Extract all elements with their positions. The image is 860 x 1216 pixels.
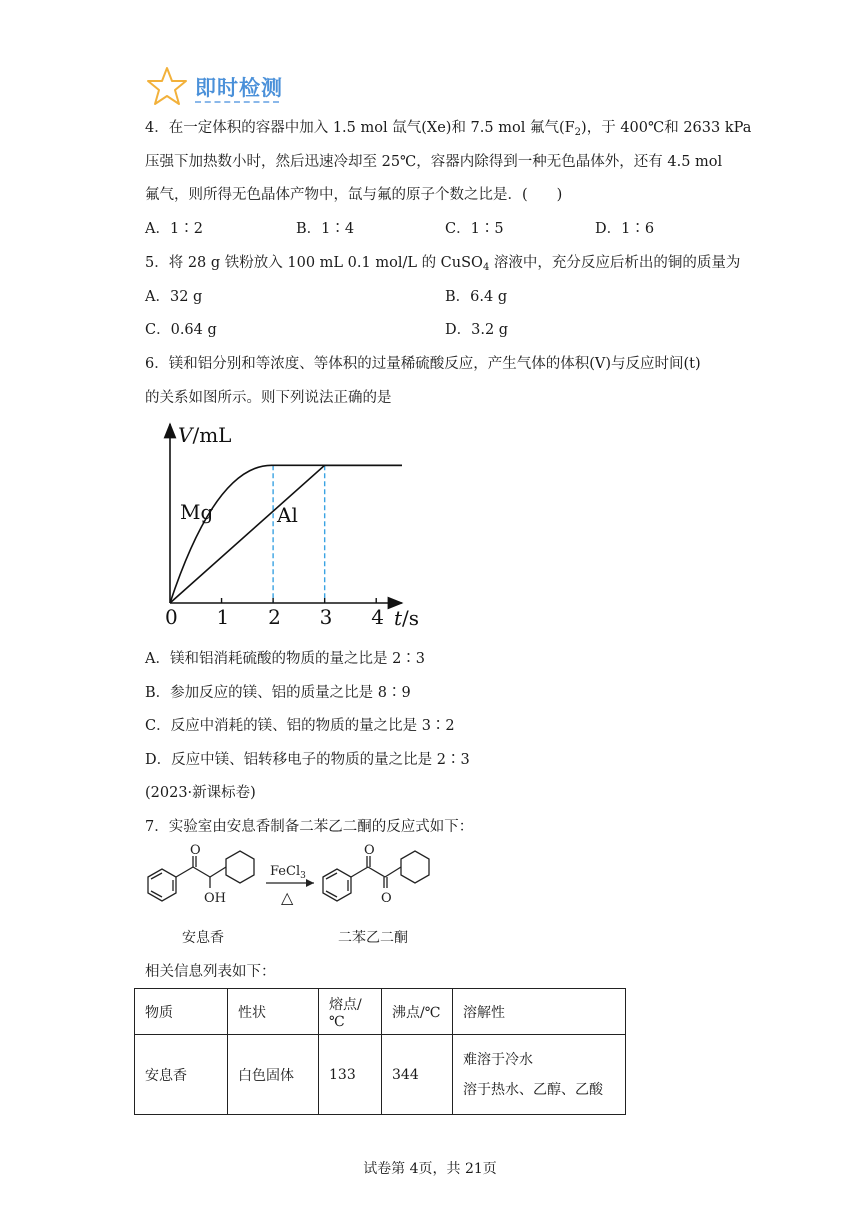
product-o2-label: O	[381, 891, 392, 906]
q4-option-c: C．1∶5	[445, 221, 504, 237]
table-cell: 344	[382, 1035, 453, 1115]
x-axis-label: t/s	[394, 606, 420, 630]
solubility-line: 难溶于冷水	[463, 1051, 533, 1068]
q4-option-a: A．1∶2	[145, 221, 203, 237]
q6-line1: 6．镁和铝分别和等浓度、等体积的过量稀硫酸反应，产生气体的体积(V)与反应时间(t)	[145, 356, 701, 372]
q6-option-c: C．反应中消耗的镁、铝的物质的量之比是 3∶2	[145, 718, 455, 734]
q6-line2: 的关系如图所示。则下列说法正确的是	[145, 390, 392, 406]
table-header-cell: 性状	[228, 989, 319, 1035]
x-tick-label: 4	[371, 605, 384, 629]
x-tick-label: 0	[165, 605, 178, 629]
table-header-cell: 溶解性	[453, 989, 626, 1035]
q4-option-d: D．1∶6	[595, 221, 655, 237]
series-line-al	[170, 465, 402, 603]
table-header-cell: 熔点/℃	[319, 989, 382, 1035]
q4-line2: 压强下加热数小时，然后迅速冷却至 25℃，容器内除得到一种无色晶体外，还有 4.5 mol	[145, 154, 723, 170]
y-axis-label: V/mL	[178, 423, 232, 447]
q4-line3: 氟气，则所得无色晶体产物中，氙与氟的原子个数之比是．( )	[145, 187, 563, 203]
series-line-mg	[170, 465, 402, 603]
q5-option-d: D．3.2 g	[445, 322, 509, 338]
benzene-ring-icon	[401, 851, 429, 883]
series-label-mg: Mg	[180, 500, 214, 524]
reaction-scheme	[138, 843, 448, 952]
q5-option-a: A．32 g	[145, 289, 203, 305]
table-intro: 相关信息列表如下：	[145, 964, 276, 980]
q6-option-b: B．参加反应的镁、铝的质量之比是 8∶9	[145, 685, 411, 701]
section-badge: 即时检测	[195, 76, 283, 100]
volume-time-chart	[150, 418, 420, 633]
solubility-line: 溶于热水、乙醇、乙酸	[463, 1081, 603, 1098]
reactant-name: 安息香	[182, 930, 224, 946]
benzene-ring-icon	[226, 851, 254, 883]
q4-option-b: B．1∶4	[296, 221, 355, 237]
x-tick-label: 3	[319, 605, 333, 629]
series-label-al: Al	[277, 503, 298, 527]
badge-underline	[195, 101, 279, 103]
table-cell: 白色固体	[228, 1035, 319, 1115]
table-cell: 安息香	[135, 1035, 228, 1115]
q6-option-a: A．镁和铝消耗硫酸的物质的量之比是 2∶3	[145, 651, 426, 667]
benzene-ring-icon	[323, 869, 351, 901]
carbonyl-o-label: O	[190, 843, 201, 858]
x-tick-label: 2	[268, 605, 281, 629]
q6-option-d: D．反应中镁、铝转移电子的物质的量之比是 2∶3	[145, 752, 470, 768]
reagent-label: FeCl$_3$	[270, 864, 306, 881]
product-name: 二苯乙二酮	[338, 930, 408, 946]
q5-line1: 5．将 28 g 铁粉放入 100 mL 0.1 mol/L 的 CuSO$_4$ 溶液中，充分反应后析出的铜的质量为	[145, 255, 741, 273]
hydroxyl-label: OH	[204, 891, 226, 906]
page-footer: 试卷第 4页，共 21页	[363, 1161, 497, 1177]
x-tick-label: 1	[216, 605, 230, 629]
star-icon	[146, 66, 188, 106]
table-header-row	[135, 989, 626, 1035]
properties-table	[134, 988, 626, 1115]
condition-label: △	[281, 888, 294, 907]
product-o1-label: O	[364, 843, 375, 858]
q5-option-b: B．6.4 g	[445, 289, 508, 305]
table-header-cell: 沸点/℃	[382, 989, 453, 1035]
table-row	[135, 1035, 626, 1115]
table-header-cell: 物质	[135, 989, 228, 1035]
table-cell: 133	[319, 1035, 382, 1115]
q4-line1: 4．在一定体积的容器中加入 1.5 mol 氙气(Xe)和 7.5 mol 氟气$(F_2)$，于 400℃和 2633 kPa	[145, 120, 752, 138]
q7-line1: 7．实验室由安息香制备二苯乙二酮的反应式如下：	[145, 819, 474, 835]
benzene-ring-icon	[148, 869, 176, 901]
source-note: (2023·新课标卷)	[145, 785, 256, 801]
table-cell	[453, 1035, 626, 1115]
q5-option-c: C．0.64 g	[145, 322, 217, 338]
